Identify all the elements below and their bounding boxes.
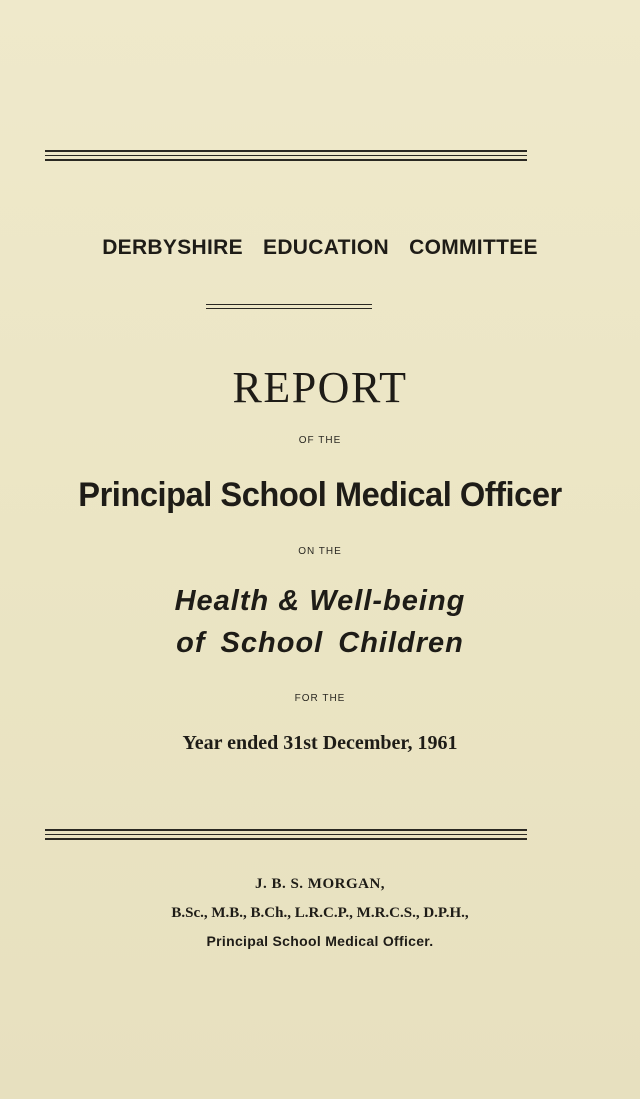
bottom-rule: [45, 829, 527, 843]
committee-heading: DERBYSHIRE EDUCATION COMMITTEE: [102, 236, 538, 259]
author-position: Principal School Medical Officer.: [206, 933, 434, 949]
subject-line-2: of School Children: [176, 627, 464, 659]
subject-line-1: Health & Well-being: [174, 585, 466, 617]
author-name: J. B. S. MORGAN,: [254, 876, 386, 892]
top-rule: [45, 150, 527, 164]
officer-title: Principal School Medical Officer: [78, 476, 562, 514]
for-the-label: FOR THE: [294, 693, 346, 704]
short-rule: [206, 304, 372, 312]
of-the-label: OF THE: [298, 435, 342, 446]
report-title: REPORT: [232, 363, 408, 412]
report-year: Year ended 31st December, 1961: [182, 732, 458, 754]
on-the-label: ON THE: [298, 546, 342, 557]
author-degrees: B.Sc., M.B., B.Ch., L.R.C.P., M.R.C.S., D.P.H.,: [171, 905, 469, 921]
